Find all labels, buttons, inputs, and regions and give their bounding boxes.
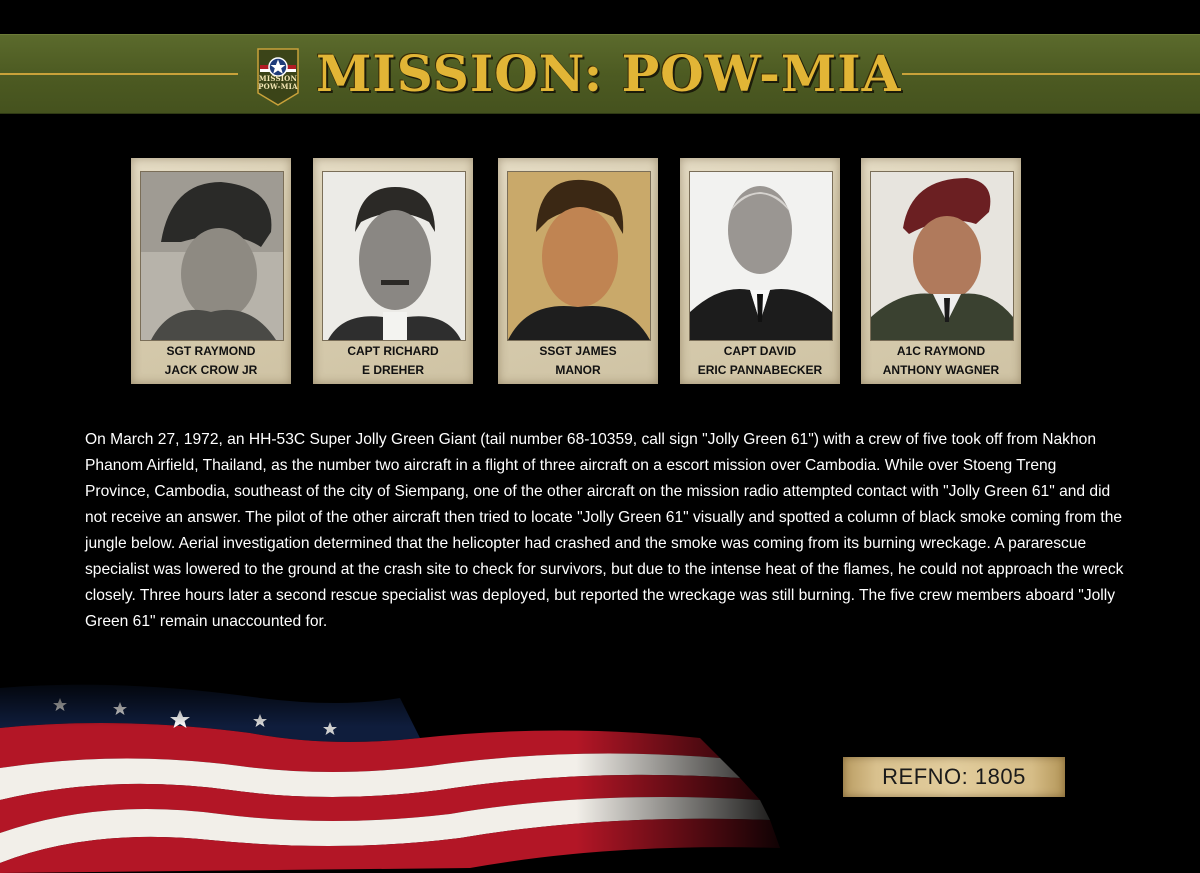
crew-rank-name-1: SGT RAYMOND [166, 344, 256, 358]
american-flag-icon [0, 678, 800, 873]
badge-label-line1: MISSION [258, 74, 298, 83]
refno-label: REFNO: 1805 [843, 757, 1065, 797]
crew-name-1 [135, 342, 287, 380]
crew-card-3 [498, 158, 658, 384]
crew-surname-1: JACK CROW JR [164, 363, 258, 377]
page-title: MISSION: POW-MIA [316, 44, 902, 103]
crew-rank-name-2: CAPT RICHARD [347, 344, 439, 358]
crew-surname-2: E DREHER [361, 363, 424, 377]
crew-portrait-5 [870, 171, 1014, 341]
crew-rank-name-3: SSGT JAMES [539, 344, 617, 358]
crew-card-4 [680, 158, 840, 384]
banner-divider-right [902, 73, 1200, 75]
badge-label [256, 75, 300, 91]
crew-rank-name-5: A1C RAYMOND [896, 344, 986, 358]
crew-surname-5: ANTHONY WAGNER [882, 363, 1000, 377]
crew-name-3 [502, 342, 654, 380]
badge-label-line2: POW-MIA [258, 82, 298, 91]
crew-card-2 [313, 158, 473, 384]
crew-name-5 [865, 342, 1017, 380]
crew-portrait-3 [507, 171, 651, 341]
crew-portrait-4 [689, 171, 833, 341]
crew-name-4 [684, 342, 836, 380]
crew-name-2 [317, 342, 469, 380]
crew-portrait-2 [322, 171, 466, 341]
crew-rank-name-4: CAPT DAVID [723, 344, 797, 358]
crew-surname-3: MANOR [555, 363, 601, 377]
crew-surname-4: ERIC PANNABECKER [697, 363, 823, 377]
incident-narrative: On March 27, 1972, an HH-53C Super Jolly Green Giant (tail number 68-10359, call sign "Jolly Green 61") with a crew of five took off from Nakhon Phanom Airfield, Thailand, as the number two aircraft in a flight of three aircraft on a escort mission over Cambodia. While over Stoeng Treng Province, Cambodia, southeast of the city of Siempang, one of the other aircraft on the mission radio attempted contact with "Jolly Green 61" and did not receive an answer. The pilot of the other aircraft then tried to locate "Jolly Green 61" visually and spotted a column of black smoke coming from the jungle below. Aerial investigation determined that the helicopter had crashed and the smoke was coming from its burning wreckage. A pararescue specialist was lowered to the ground at the crash site to check for survivors, but due to the intense heat of the flames, he could not approach the wreck closely. Three hours later a second rescue specialist was deployed, but reported the wreckage was still burning. The five crew members aboard "Jolly Green 61" remain unaccounted for. [85, 431, 1124, 630]
crew-portrait-1 [140, 171, 284, 341]
banner-divider-left [0, 73, 238, 75]
header-banner [0, 34, 1200, 114]
crew-card-1 [131, 158, 291, 384]
crew-card-5 [861, 158, 1021, 384]
